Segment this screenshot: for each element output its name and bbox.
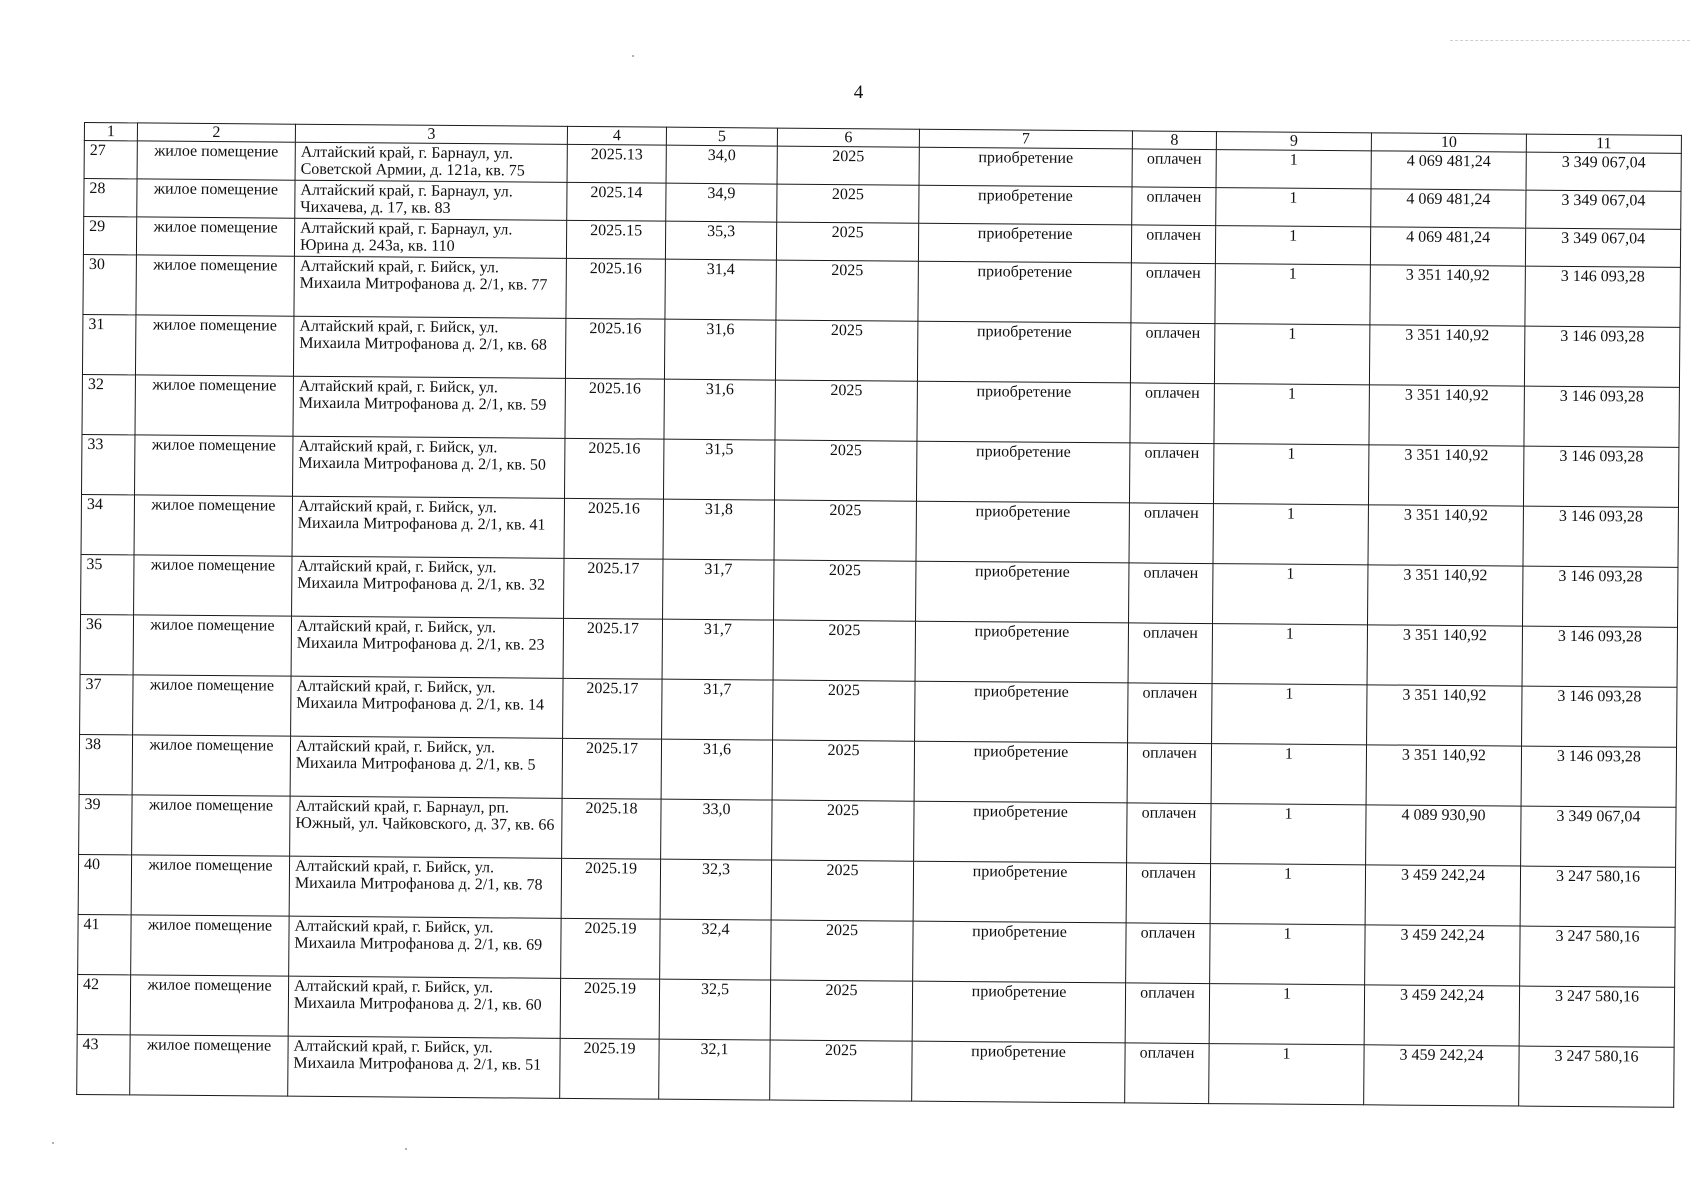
quantity-cell: 1 — [1214, 324, 1369, 385]
acquisition-method-cell: приобретение — [919, 147, 1132, 187]
payment-status-cell: оплачен — [1129, 563, 1213, 624]
object-code-cell: 2025.15 — [566, 220, 665, 259]
payment-status-cell: оплачен — [1129, 503, 1213, 564]
address-cell: Алтайский край, г. Барнаул, ул. Юрина д. 243а, кв. 110 — [294, 218, 566, 258]
row-number-cell: 32 — [82, 374, 135, 434]
area-cell: 32,1 — [659, 1039, 770, 1100]
object-type-cell: жилое помещение — [133, 675, 291, 736]
normative-cost-cell: 3 146 093,28 — [1521, 746, 1676, 807]
housing-registry-table — [76, 122, 1682, 1108]
payment-status-cell: оплачен — [1128, 623, 1212, 684]
column-header-9: 9 — [1216, 132, 1371, 151]
acquisition-method-cell: приобретение — [913, 861, 1126, 923]
normative-cost-cell: 3 146 093,28 — [1522, 686, 1677, 747]
year-cell: 2025 — [770, 1040, 912, 1101]
acquisition-method-cell: приобретение — [915, 681, 1128, 743]
area-cell: 31,6 — [664, 379, 775, 440]
address-cell: Алтайский край, г. Бийск, ул. Михаила Митрофанова д. 2/1, кв. 50 — [293, 436, 565, 498]
quantity-cell: 1 — [1211, 804, 1366, 865]
year-cell: 2025 — [773, 620, 915, 681]
payment-status-cell: оплачен — [1127, 743, 1211, 804]
object-code-cell: 2025.16 — [566, 258, 665, 319]
acquisition-method-cell: приобретение — [917, 381, 1130, 443]
column-header-2: 2 — [137, 123, 295, 142]
year-cell: 2025 — [771, 860, 913, 921]
payment-status-cell: оплачен — [1126, 863, 1210, 924]
row-number-cell: 42 — [77, 974, 130, 1034]
quantity-cell: 1 — [1214, 384, 1369, 445]
object-code-cell: 2025.17 — [563, 618, 662, 679]
payment-status-cell: оплачен — [1130, 383, 1214, 444]
scan-speck — [405, 1148, 407, 1150]
payment-status-cell: оплачен — [1126, 923, 1210, 984]
acquisition-method-cell: приобретение — [919, 185, 1132, 225]
object-type-cell: жилое помещение — [133, 615, 291, 676]
contract-price-cell: 3 351 140,92 — [1367, 625, 1522, 686]
contract-price-cell: 3 351 140,92 — [1370, 265, 1525, 326]
row-number-cell: 35 — [81, 554, 134, 614]
area-cell: 35,3 — [665, 221, 776, 260]
row-number-cell: 27 — [84, 141, 137, 179]
object-type-cell: жилое помещение — [131, 915, 289, 976]
object-code-cell: 2025.19 — [560, 1038, 659, 1099]
area-cell: 31,7 — [663, 559, 774, 620]
table-row — [77, 1034, 1674, 1107]
column-header-6: 6 — [777, 128, 919, 147]
page-number: 4 — [853, 82, 864, 103]
acquisition-method-cell: приобретение — [917, 321, 1130, 383]
address-cell: Алтайский край, г. Бийск, ул. Михаила Митрофанова д. 2/1, кв. 51 — [288, 1036, 560, 1098]
object-type-cell: жилое помещение — [136, 217, 294, 256]
contract-price-cell: 3 351 140,92 — [1369, 325, 1524, 386]
acquisition-method-cell: приобретение — [912, 981, 1125, 1043]
year-cell: 2025 — [777, 146, 919, 185]
normative-cost-cell: 3 146 093,28 — [1523, 446, 1678, 507]
column-header-7: 7 — [919, 129, 1132, 149]
scan-speck — [632, 55, 634, 57]
row-number-cell: 30 — [83, 254, 136, 314]
contract-price-cell: 4 069 481,24 — [1371, 151, 1526, 190]
contract-price-cell: 3 351 140,92 — [1366, 745, 1521, 806]
year-cell: 2025 — [774, 560, 916, 621]
year-cell: 2025 — [775, 320, 917, 381]
contract-price-cell: 4 069 481,24 — [1371, 189, 1526, 228]
quantity-cell: 1 — [1213, 504, 1368, 565]
normative-cost-cell: 3 146 093,28 — [1523, 506, 1678, 567]
object-code-cell: 2025.19 — [561, 858, 660, 919]
area-cell: 31,6 — [661, 739, 772, 800]
acquisition-method-cell: приобретение — [914, 801, 1127, 863]
row-number-cell: 43 — [77, 1034, 130, 1094]
normative-cost-cell: 3 146 093,28 — [1522, 566, 1677, 627]
year-cell: 2025 — [775, 380, 917, 441]
contract-price-cell: 3 459 242,24 — [1364, 1045, 1519, 1106]
year-cell: 2025 — [770, 980, 912, 1041]
column-header-8: 8 — [1132, 131, 1216, 150]
normative-cost-cell: 3 349 067,04 — [1521, 806, 1676, 867]
object-code-cell: 2025.17 — [563, 678, 662, 739]
normative-cost-cell: 3 247 580,16 — [1519, 1046, 1674, 1107]
area-cell: 33,0 — [661, 799, 772, 860]
object-code-cell: 2025.19 — [560, 978, 659, 1039]
area-cell: 31,5 — [663, 439, 774, 500]
quantity-cell: 1 — [1213, 444, 1368, 505]
payment-status-cell: оплачен — [1131, 263, 1215, 324]
object-type-cell: жилое помещение — [135, 375, 293, 436]
object-type-cell: жилое помещение — [134, 555, 292, 616]
object-type-cell: жилое помещение — [130, 1035, 288, 1096]
object-code-cell: 2025.17 — [562, 738, 661, 799]
object-code-cell: 2025.13 — [567, 144, 666, 183]
address-cell: Алтайский край, г. Барнаул, ул. Советской Армии, д. 121а, кв. 75 — [295, 142, 567, 182]
area-cell: 31,6 — [664, 319, 775, 380]
table-body — [77, 141, 1682, 1108]
payment-status-cell: оплачен — [1132, 149, 1216, 188]
payment-status-cell: оплачен — [1127, 803, 1211, 864]
row-number-cell: 41 — [78, 914, 131, 974]
acquisition-method-cell: приобретение — [915, 621, 1128, 683]
acquisition-method-cell: приобретение — [916, 561, 1129, 623]
object-code-cell: 2025.19 — [561, 918, 660, 979]
object-type-cell: жилое помещение — [135, 435, 293, 496]
object-type-cell: жилое помещение — [135, 315, 293, 376]
contract-price-cell: 4 089 930,90 — [1366, 805, 1521, 866]
area-cell: 32,4 — [660, 919, 771, 980]
quantity-cell: 1 — [1209, 1044, 1364, 1105]
quantity-cell: 1 — [1210, 924, 1365, 985]
year-cell: 2025 — [772, 800, 914, 861]
column-header-1: 1 — [84, 123, 137, 141]
normative-cost-cell: 3 146 093,28 — [1524, 326, 1679, 387]
object-code-cell: 2025.16 — [564, 438, 663, 499]
quantity-cell: 1 — [1210, 864, 1365, 925]
address-cell: Алтайский край, г. Бийск, ул. Михаила Митрофанова д. 2/1, кв. 14 — [291, 676, 563, 738]
normative-cost-cell: 3 247 580,16 — [1520, 926, 1675, 987]
column-header-4: 4 — [567, 126, 666, 145]
contract-price-cell: 3 459 242,24 — [1365, 925, 1520, 986]
year-cell: 2025 — [772, 740, 914, 801]
row-number-cell: 34 — [81, 494, 134, 554]
area-cell: 31,7 — [662, 679, 773, 740]
address-cell: Алтайский край, г. Бийск, ул. Михаила Митрофанова д. 2/1, кв. 68 — [293, 316, 565, 378]
address-cell: Алтайский край, г. Бийск, ул. Михаила Митрофанова д. 2/1, кв. 78 — [289, 856, 561, 918]
quantity-cell: 1 — [1215, 264, 1370, 325]
normative-cost-cell: 3 247 580,16 — [1520, 866, 1675, 927]
quantity-cell: 1 — [1211, 744, 1366, 805]
address-cell: Алтайский край, г. Бийск, ул. Михаила Митрофанова д. 2/1, кв. 5 — [290, 736, 562, 798]
address-cell: Алтайский край, г. Бийск, ул. Михаила Митрофанова д. 2/1, кв. 23 — [291, 616, 563, 678]
row-number-cell: 37 — [80, 674, 133, 734]
row-number-cell: 33 — [82, 434, 135, 494]
object-code-cell: 2025.16 — [565, 318, 664, 379]
contract-price-cell: 4 069 481,24 — [1370, 227, 1525, 266]
address-cell: Алтайский край, г. Бийск, ул. Михаила Митрофанова д. 2/1, кв. 32 — [292, 556, 564, 618]
area-cell: 32,3 — [660, 859, 771, 920]
area-cell: 31,7 — [662, 619, 773, 680]
acquisition-method-cell: приобретение — [912, 1041, 1125, 1103]
object-code-cell: 2025.17 — [564, 558, 663, 619]
quantity-cell: 1 — [1213, 564, 1368, 625]
address-cell: Алтайский край, г. Бийск, ул. Михаила Митрофанова д. 2/1, кв. 77 — [294, 256, 566, 318]
acquisition-method-cell: приобретение — [916, 441, 1129, 503]
object-code-cell: 2025.14 — [567, 182, 666, 221]
object-type-cell: жилое помещение — [134, 495, 292, 556]
normative-cost-cell: 3 146 093,28 — [1525, 266, 1680, 327]
scan-speck — [52, 1142, 54, 1144]
contract-price-cell: 3 459 242,24 — [1364, 985, 1519, 1046]
quantity-cell: 1 — [1212, 684, 1367, 745]
object-code-cell: 2025.16 — [565, 378, 664, 439]
year-cell: 2025 — [776, 222, 918, 261]
year-cell: 2025 — [774, 500, 916, 561]
payment-status-cell: оплачен — [1129, 443, 1213, 504]
year-cell: 2025 — [773, 680, 915, 741]
object-type-cell: жилое помещение — [137, 141, 295, 180]
row-number-cell: 31 — [82, 314, 135, 374]
address-cell: Алтайский край, г. Бийск, ул. Михаила Митрофанова д. 2/1, кв. 59 — [293, 376, 565, 438]
contract-price-cell: 3 351 140,92 — [1368, 445, 1523, 506]
payment-status-cell: оплачен — [1130, 323, 1214, 384]
acquisition-method-cell: приобретение — [918, 261, 1131, 323]
column-header-5: 5 — [666, 127, 777, 146]
area-cell: 31,4 — [665, 259, 776, 320]
payment-status-cell: оплачен — [1132, 187, 1216, 226]
payment-status-cell: оплачен — [1131, 225, 1215, 264]
payment-status-cell: оплачен — [1128, 683, 1212, 744]
object-type-cell: жилое помещение — [132, 795, 290, 856]
year-cell: 2025 — [777, 184, 919, 223]
object-type-cell: жилое помещение — [130, 975, 288, 1036]
normative-cost-cell: 3 247 580,16 — [1519, 986, 1674, 1047]
contract-price-cell: 3 351 140,92 — [1368, 505, 1523, 566]
year-cell: 2025 — [774, 440, 916, 501]
object-type-cell: жилое помещение — [136, 255, 294, 316]
row-number-cell: 40 — [78, 854, 131, 914]
area-cell: 32,5 — [659, 979, 770, 1040]
address-cell: Алтайский край, г. Бийск, ул. Михаила Митрофанова д. 2/1, кв. 41 — [292, 496, 564, 558]
area-cell: 31,8 — [663, 499, 774, 560]
object-code-cell: 2025.16 — [564, 498, 663, 559]
column-header-10: 10 — [1371, 133, 1526, 152]
row-number-cell: 38 — [79, 734, 132, 794]
acquisition-method-cell: приобретение — [914, 741, 1127, 803]
normative-cost-cell: 3 349 067,04 — [1526, 152, 1681, 191]
quantity-cell: 1 — [1209, 984, 1364, 1045]
quantity-cell: 1 — [1216, 150, 1371, 189]
object-type-cell: жилое помещение — [132, 735, 290, 796]
payment-status-cell: оплачен — [1125, 983, 1209, 1044]
contract-price-cell: 3 351 140,92 — [1367, 685, 1522, 746]
object-type-cell: жилое помещение — [131, 855, 289, 916]
contract-price-cell: 3 351 140,92 — [1369, 385, 1524, 446]
normative-cost-cell: 3 349 067,04 — [1526, 190, 1681, 229]
year-cell: 2025 — [771, 920, 913, 981]
area-cell: 34,0 — [666, 145, 777, 184]
address-cell: Алтайский край, г. Барнаул, рп. Южный, ул. Чайковского, д. 37, кв. 66 — [290, 796, 562, 858]
area-cell: 34,9 — [666, 183, 777, 222]
normative-cost-cell: 3 349 067,04 — [1525, 228, 1680, 267]
normative-cost-cell: 3 146 093,28 — [1524, 386, 1679, 447]
row-number-cell: 39 — [79, 794, 132, 854]
quantity-cell: 1 — [1216, 188, 1371, 227]
address-cell: Алтайский край, г. Бийск, ул. Михаила Митрофанова д. 2/1, кв. 60 — [288, 976, 560, 1038]
scan-artifact-line — [1450, 40, 1690, 47]
acquisition-method-cell: приобретение — [918, 223, 1131, 263]
row-number-cell: 29 — [83, 217, 136, 255]
payment-status-cell: оплачен — [1125, 1043, 1209, 1104]
quantity-cell: 1 — [1215, 226, 1370, 265]
acquisition-method-cell: приобретение — [916, 501, 1129, 563]
year-cell: 2025 — [776, 260, 918, 321]
acquisition-method-cell: приобретение — [913, 921, 1126, 983]
normative-cost-cell: 3 146 093,28 — [1522, 626, 1677, 687]
column-header-3: 3 — [295, 124, 567, 144]
quantity-cell: 1 — [1212, 624, 1367, 685]
contract-price-cell: 3 459 242,24 — [1365, 865, 1520, 926]
column-header-11: 11 — [1526, 134, 1681, 153]
row-number-cell: 28 — [84, 179, 137, 217]
contract-price-cell: 3 351 140,92 — [1368, 565, 1523, 626]
object-type-cell: жилое помещение — [137, 179, 295, 218]
row-number-cell: 36 — [80, 614, 133, 674]
address-cell: Алтайский край, г. Бийск, ул. Михаила Митрофанова д. 2/1, кв. 69 — [289, 916, 561, 978]
address-cell: Алтайский край, г. Барнаул, ул. Чихачева, д. 17, кв. 83 — [295, 180, 567, 220]
object-code-cell: 2025.18 — [562, 798, 661, 859]
